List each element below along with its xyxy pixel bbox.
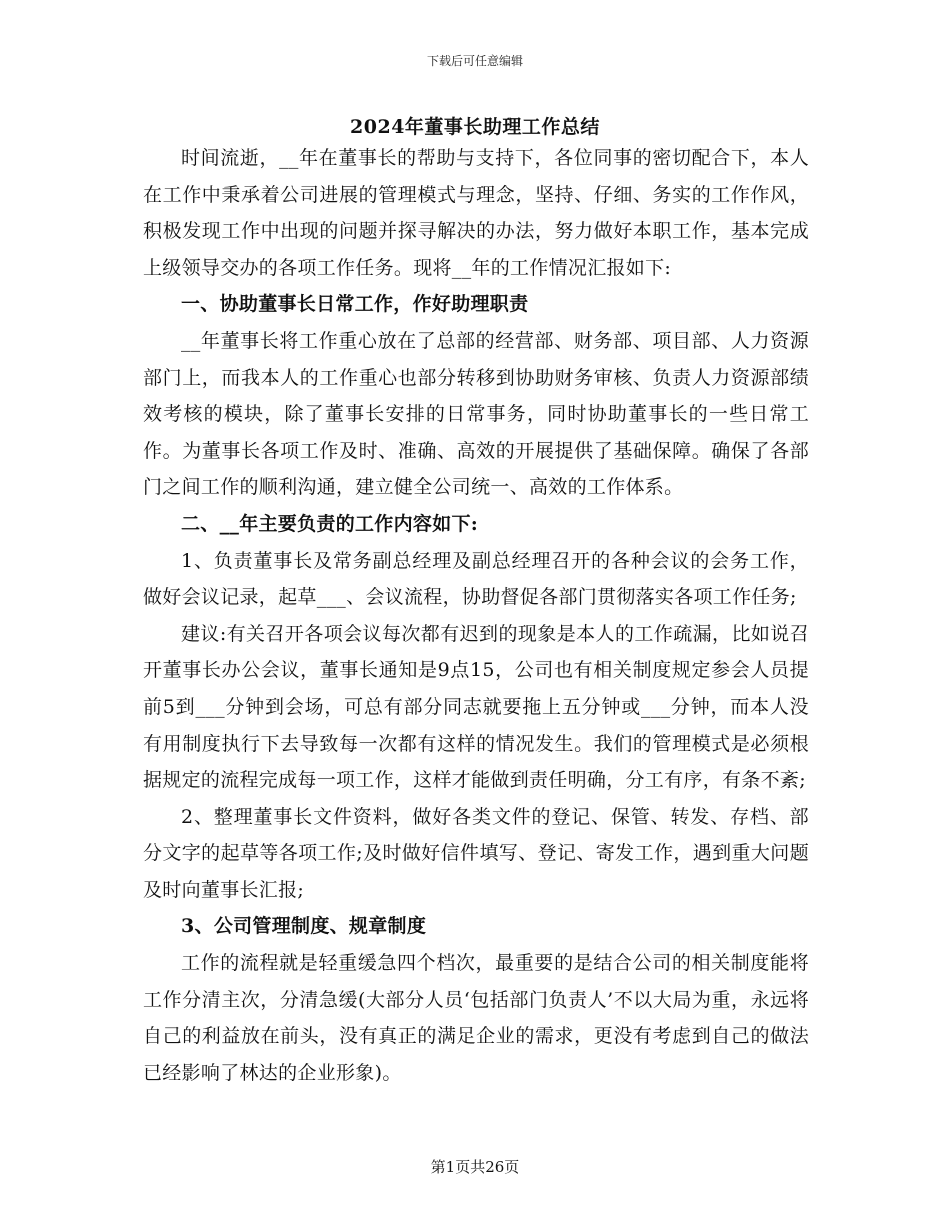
section-heading-3: 3、公司管理制度、规章制度 <box>181 915 427 938</box>
section-heading-2: 二、__年主要负责的工作内容如下: <box>181 512 479 535</box>
suggestion-paragraph: 建议:有关召开各项会议每次都有迟到的现象是本人的工作疏漏，比如说召开董事长办公会议，董事长通知是9点15，公司也有相关制度规定参会人员提前5到___分钟到会场，可总有部分同志就要拖上五分钟或___分钟，而本人没有用制度执行下去导致每一次都有这样的情况发生。我们的管理模式是必须根据规定的流程完成每一项工作，这样才能做到责任明确，分工有序，有条不紊; <box>143 622 809 792</box>
document-title: 2024年董事长助理工作总结 <box>350 116 600 138</box>
item-1-paragraph: 1、负责董事长及常务副总经理及副总经理召开的各种会议的会务工作，做好会议记录，起草___、会议流程，协助督促各部门贯彻落实各项工作任务; <box>143 549 809 609</box>
item-2-paragraph: 2、整理董事长文件资料，做好各类文件的登记、保管、转发、存档、部分文字的起草等各项工作;及时做好信件填写、登记、寄发工作，遇到重大问题及时向董事长汇报; <box>143 805 809 901</box>
intro-paragraph: 时间流逝，__年在董事长的帮助与支持下，各位同事的密切配合下，本人在工作中秉承着公司进展的管理模式与理念，坚持、仔细、务实的工作作风，积极发现工作中出现的问题并探寻解决的办法，努力做好本职工作，基本完成上级领导交办的各项工作任务。现将__年的工作情况汇报如下: <box>143 147 809 279</box>
header-note: 下载后可任意编辑 <box>426 54 523 68</box>
section-heading-1: 一、协助董事长日常工作，作好助理职责 <box>181 293 529 316</box>
document-body <box>143 140 809 1091</box>
page-footer: 第1页共26页 <box>430 1158 520 1176</box>
section-1-paragraph: __年董事长将工作重心放在了总部的经营部、财务部、项目部、人力资源部门上，而我本人的工作重心也部分转移到协助财务审核、负责人力资源部绩效考核的模块，除了董事长安排的日常事务，同时协助董事长的一些日常工作。为董事长各项工作及时、准确、高效的开展提供了基础保障。确保了各部门之间工作的顺利沟通，建立健全公司统一、高效的工作体系。 <box>143 329 809 499</box>
section-3-paragraph: 工作的流程就是轻重缓急四个档次，最重要的是结合公司的相关制度能将工作分清主次，分清急缓(大部分人员‘包括部门负责人’不以大局为重，永远将自己的利益放在前头，没有真正的满足企业的需求，更没有考虑到自己的做法已经影响了林达的企业形象)。 <box>143 952 809 1084</box>
